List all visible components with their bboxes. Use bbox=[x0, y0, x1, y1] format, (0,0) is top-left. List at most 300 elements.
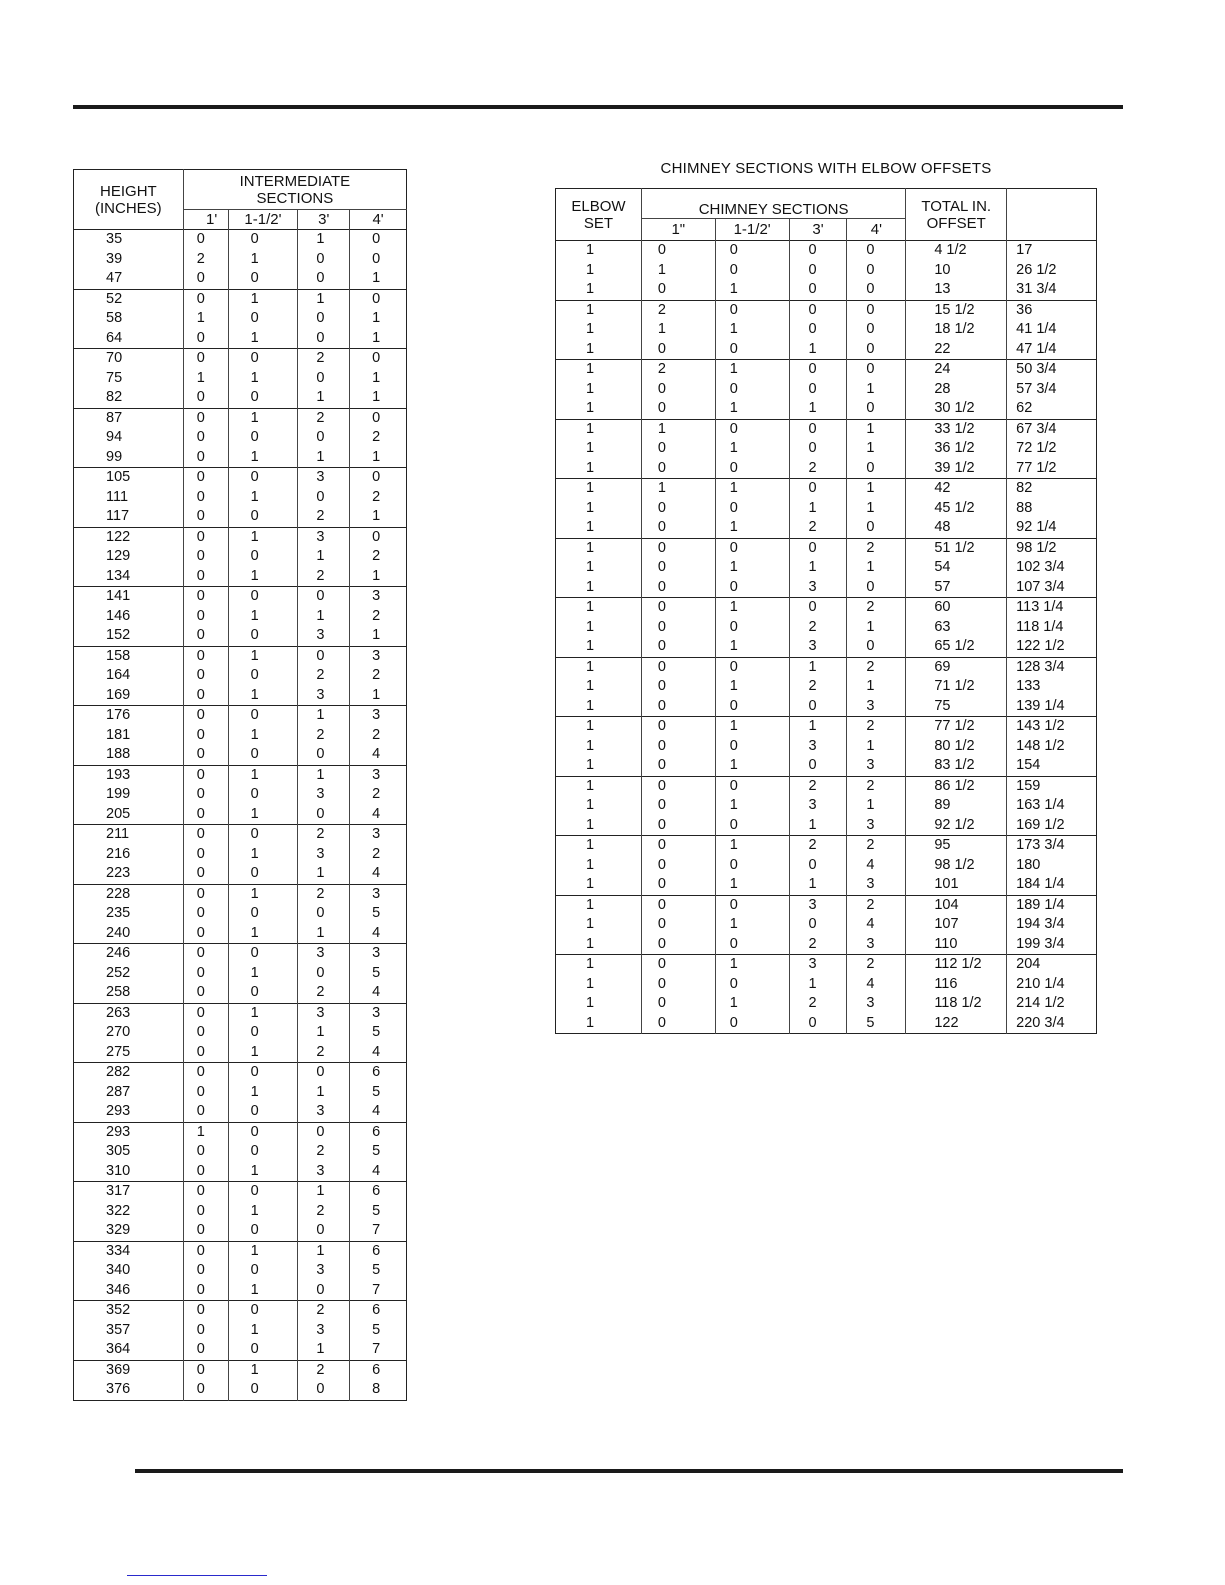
height-4ft-value: 6 bbox=[372, 1302, 381, 1318]
height-4ft-value: 4 bbox=[372, 805, 381, 822]
height-height-value: 199 bbox=[106, 786, 131, 802]
offset-elbow-set-value: 1 bbox=[586, 975, 595, 992]
offset-1-5ft-value: 0 bbox=[729, 420, 738, 437]
offset-total-offset-cell bbox=[906, 776, 1007, 836]
height-1-5ft-value: 0 bbox=[250, 270, 259, 286]
height-4ft-value: 7 bbox=[372, 1222, 381, 1238]
offset-total-offset-value: 36 1/2 bbox=[934, 440, 975, 456]
offset-total-offset-value: 122 bbox=[934, 1014, 959, 1031]
height-height-value: 340 bbox=[106, 1262, 131, 1278]
offset-total-offset-value: 77 1/2 bbox=[934, 718, 975, 734]
offset-elbow-set-value: 1 bbox=[586, 837, 595, 853]
height-1ft-value: 0 bbox=[196, 1004, 205, 1021]
height-1-5ft-value: 0 bbox=[250, 588, 259, 604]
height-1-5ft-cell bbox=[228, 1182, 298, 1242]
offset-1in-value: 0 bbox=[657, 340, 666, 357]
height-4ft-value: 8 bbox=[372, 1381, 381, 1397]
offset-extra-value: 173 3/4 bbox=[1016, 837, 1065, 853]
offset-elbow-set-value: 1 bbox=[586, 1014, 595, 1031]
offset-extra-cell bbox=[1007, 717, 1097, 777]
height-4ft-value: 1 bbox=[372, 448, 381, 465]
offset-1-5ft-cell bbox=[715, 598, 789, 658]
height-height-cell bbox=[74, 1241, 184, 1301]
height-1-5ft-value: 1 bbox=[250, 1361, 259, 1378]
offset-1-5ft-value: 0 bbox=[729, 737, 738, 754]
height-1-5ft-cell bbox=[228, 944, 298, 1004]
height-1ft-value: 0 bbox=[196, 924, 205, 941]
height-4ft-cell bbox=[350, 349, 407, 409]
offset-elbow-set-cell bbox=[556, 538, 642, 598]
height-height-value: 205 bbox=[106, 805, 131, 822]
height-row-group bbox=[74, 1003, 407, 1063]
height-1ft-value: 0 bbox=[196, 1064, 205, 1080]
offset-3ft-value: 0 bbox=[808, 916, 817, 932]
height-1-5ft-cell bbox=[228, 1301, 298, 1361]
height-1ft-value: 0 bbox=[196, 448, 205, 465]
offset-3ft-value: 0 bbox=[808, 440, 817, 456]
offset-1-5ft-value: 1 bbox=[729, 440, 738, 456]
offset-total-offset-value: 63 bbox=[934, 618, 951, 635]
height-4ft-value: 3 bbox=[372, 647, 381, 664]
offset-3ft-cell bbox=[789, 241, 847, 301]
height-1-5ft-value: 0 bbox=[250, 389, 259, 405]
height-3ft-cell bbox=[298, 765, 350, 825]
height-height-cell bbox=[74, 289, 184, 349]
height-4ft-value: 0 bbox=[372, 409, 381, 426]
offset-elbow-set-cell bbox=[556, 419, 642, 479]
height-4ft-value: 1 bbox=[372, 270, 381, 286]
height-3ft-value: 0 bbox=[316, 905, 325, 921]
height-4ft-value: 6 bbox=[372, 1361, 381, 1378]
height-1-5ft-cell bbox=[228, 1122, 298, 1182]
offset-4ft-value: 1 bbox=[866, 499, 875, 516]
height-1ft-value: 0 bbox=[196, 647, 205, 664]
height-height-value: 75 bbox=[106, 369, 123, 386]
offset-total-offset-value: 51 1/2 bbox=[934, 539, 975, 556]
height-3ft-value: 2 bbox=[316, 409, 325, 426]
height-4ft-value: 0 bbox=[372, 290, 381, 307]
offset-row-group bbox=[556, 360, 1097, 420]
offset-extra-value: 154 bbox=[1016, 757, 1041, 773]
height-3ft-cell bbox=[298, 349, 350, 409]
height-3ft-value: 2 bbox=[316, 984, 325, 1000]
offset-4ft-cell bbox=[847, 300, 906, 360]
offset-3ft-value: 1 bbox=[808, 876, 817, 892]
height-1-5ft-value: 0 bbox=[250, 548, 259, 564]
height-4ft-value: 6 bbox=[372, 1242, 381, 1259]
offset-extra-cell bbox=[1007, 419, 1097, 479]
offset-3ft-value: 0 bbox=[808, 856, 817, 873]
height-1ft-value: 1 bbox=[196, 310, 205, 326]
offset-4ft-value: 1 bbox=[866, 420, 875, 437]
height-3ft-cell bbox=[298, 527, 350, 587]
height-3ft-value: 3 bbox=[316, 469, 325, 485]
height-3ft-value: 3 bbox=[316, 1103, 325, 1119]
offset-elbow-set-value: 1 bbox=[586, 995, 595, 1011]
height-1-5ft-value: 0 bbox=[250, 350, 259, 366]
height-3ft-value: 0 bbox=[316, 964, 325, 981]
height-height-value: 111 bbox=[106, 488, 129, 505]
offset-total-offset-value: 71 1/2 bbox=[934, 678, 975, 694]
offset-1in-value: 1 bbox=[657, 261, 666, 278]
height-1ft-cell bbox=[183, 527, 228, 587]
height-4ft-value: 0 bbox=[372, 528, 381, 545]
height-3ft-cell bbox=[298, 1003, 350, 1063]
offset-elbow-set-cell bbox=[556, 776, 642, 836]
height-4ft-cell bbox=[350, 1063, 407, 1123]
offset-1in-value: 0 bbox=[657, 816, 666, 833]
height-height-value: 94 bbox=[106, 429, 123, 445]
height-1-5ft-value: 0 bbox=[250, 1183, 259, 1199]
height-4ft-value: 1 bbox=[372, 329, 381, 346]
offset-extra-cell bbox=[1007, 300, 1097, 360]
height-1ft-cell bbox=[183, 349, 228, 409]
height-row-group bbox=[74, 408, 407, 468]
height-1-5ft-value: 1 bbox=[250, 409, 259, 426]
offset-elbow-set-value: 1 bbox=[586, 400, 595, 416]
height-1ft-value: 0 bbox=[196, 270, 205, 286]
offset-elbow-set-value: 1 bbox=[586, 420, 595, 437]
height-1-5ft-value: 0 bbox=[250, 945, 259, 961]
offset-1in-value: 0 bbox=[657, 678, 666, 694]
offset-1-5ft-value: 0 bbox=[729, 539, 738, 556]
height-3ft-value: 3 bbox=[316, 627, 325, 643]
offset-4ft-value: 0 bbox=[866, 281, 875, 297]
offset-1-5ft-value: 0 bbox=[729, 618, 738, 635]
offset-1-5ft-cell bbox=[715, 895, 789, 955]
offset-total-offset-cell bbox=[906, 717, 1007, 777]
height-1ft-value: 0 bbox=[196, 1222, 205, 1238]
height-3ft-value: 1 bbox=[316, 1341, 325, 1357]
height-height-value: 322 bbox=[106, 1202, 131, 1219]
offset-1in-value: 0 bbox=[657, 400, 666, 416]
offset-row-group bbox=[556, 419, 1097, 479]
height-3ft-value: 1 bbox=[316, 231, 325, 247]
height-1-5ft-value: 0 bbox=[250, 1302, 259, 1318]
offset-1in-value: 0 bbox=[657, 599, 666, 615]
chimney-offsets-title: CHIMNEY SECTIONS WITH ELBOW OFFSETS bbox=[660, 160, 992, 177]
height-row-group bbox=[74, 884, 407, 944]
offset-4ft-value: 4 bbox=[866, 856, 875, 873]
offset-3ft-value: 0 bbox=[808, 539, 817, 556]
offset-3ft-cell bbox=[789, 538, 847, 598]
height-row-group bbox=[74, 587, 407, 647]
offset-4ft-value: 0 bbox=[866, 340, 875, 357]
height-3ft-value: 2 bbox=[316, 350, 325, 366]
height-3ft-cell bbox=[298, 1301, 350, 1361]
offset-total-offset-cell bbox=[906, 360, 1007, 420]
height-height-value: 176 bbox=[106, 707, 131, 723]
offset-elbow-set-value: 1 bbox=[586, 321, 595, 337]
height-height-value: 293 bbox=[106, 1123, 131, 1140]
blank-header bbox=[1007, 189, 1097, 241]
offset-1-5ft-value: 1 bbox=[729, 916, 738, 932]
height-1ft-value: 0 bbox=[196, 1103, 205, 1119]
height-1-5ft-value: 1 bbox=[250, 329, 259, 346]
offset-1-5ft-value: 0 bbox=[729, 380, 738, 397]
height-1-5ft-value: 1 bbox=[250, 567, 259, 584]
height-1-5ft-value: 1 bbox=[250, 964, 259, 981]
height-4ft-value: 7 bbox=[372, 1281, 381, 1298]
height-4ft-value: 5 bbox=[372, 1202, 381, 1219]
height-3ft-cell bbox=[298, 884, 350, 944]
offset-total-offset-value: 101 bbox=[934, 876, 959, 892]
height-4ft-value: 5 bbox=[372, 964, 381, 981]
offset-total-offset-value: 48 bbox=[934, 519, 951, 535]
height-1-5ft-value: 1 bbox=[250, 1004, 259, 1021]
offset-3ft-value: 2 bbox=[808, 618, 817, 635]
height-1ft-value: 0 bbox=[196, 826, 205, 842]
height-1ft-cell bbox=[183, 1063, 228, 1123]
height-4ft-value: 4 bbox=[372, 984, 381, 1000]
offset-4ft-value: 0 bbox=[866, 638, 875, 654]
offset-extra-cell bbox=[1007, 955, 1097, 1034]
offset-4ft-value: 1 bbox=[866, 618, 875, 635]
height-4ft-cell bbox=[350, 587, 407, 647]
offset-total-offset-value: 57 bbox=[934, 578, 951, 595]
height-1ft-value: 0 bbox=[196, 607, 205, 624]
offset-4ft-cell bbox=[847, 538, 906, 598]
offset-1in-value: 0 bbox=[657, 559, 666, 575]
offset-1in-value: 0 bbox=[657, 242, 666, 258]
offset-extra-value: 118 1/4 bbox=[1016, 618, 1064, 635]
offset-1in-value: 0 bbox=[657, 916, 666, 932]
height-1ft-value: 0 bbox=[196, 488, 205, 505]
offset-row-group bbox=[556, 776, 1097, 836]
offset-elbow-set-value: 1 bbox=[586, 876, 595, 892]
offset-1in-value: 0 bbox=[657, 837, 666, 853]
height-3ft-value: 3 bbox=[316, 1162, 325, 1179]
offset-4ft-value: 0 bbox=[866, 321, 875, 337]
height-height-value: 376 bbox=[106, 1381, 131, 1397]
offset-3ft-value: 2 bbox=[808, 678, 817, 694]
offset-row-group bbox=[556, 538, 1097, 598]
height-1ft-cell bbox=[183, 646, 228, 706]
height-4ft-value: 6 bbox=[372, 1123, 381, 1140]
offset-3ft-value: 1 bbox=[808, 400, 817, 416]
offset-extra-value: 148 1/2 bbox=[1016, 737, 1065, 754]
height-4ft-cell bbox=[350, 1182, 407, 1242]
height-1-5ft-cell bbox=[228, 527, 298, 587]
offset-1in-value: 0 bbox=[657, 896, 666, 913]
offset-1-5ft-value: 1 bbox=[729, 995, 738, 1011]
offset-extra-value: 199 3/4 bbox=[1016, 935, 1065, 952]
height-height-value: 275 bbox=[106, 1043, 131, 1060]
height-1-5ft-value: 0 bbox=[250, 1024, 259, 1040]
height-4ft-value: 2 bbox=[372, 607, 381, 624]
offset-1in-cell bbox=[641, 598, 715, 658]
offset-total-offset-value: 18 1/2 bbox=[934, 321, 975, 337]
height-row-group bbox=[74, 289, 407, 349]
height-height-value: 352 bbox=[106, 1302, 131, 1318]
offset-3ft-cell bbox=[789, 776, 847, 836]
height-4ft-cell bbox=[350, 1360, 407, 1400]
offset-3ft-value: 0 bbox=[808, 1014, 817, 1031]
offset-elbow-set-cell bbox=[556, 717, 642, 777]
height-row-group bbox=[74, 527, 407, 587]
height-4ft-value: 1 bbox=[372, 310, 381, 326]
offset-3ft-value: 3 bbox=[808, 797, 817, 813]
height-3ft-value: 0 bbox=[316, 310, 325, 326]
height-height-value: 52 bbox=[106, 290, 123, 307]
offset-total-offset-cell bbox=[906, 419, 1007, 479]
offset-extra-value: 139 1/4 bbox=[1016, 697, 1065, 714]
height-3ft-cell bbox=[298, 646, 350, 706]
height-1ft-value: 0 bbox=[196, 885, 205, 902]
offset-1in-value: 0 bbox=[657, 519, 666, 535]
height-height-value: 122 bbox=[106, 528, 131, 545]
offset-extra-value: 72 1/2 bbox=[1016, 440, 1057, 456]
offset-1-5ft-value: 1 bbox=[729, 956, 738, 972]
offset-elbow-set-value: 1 bbox=[586, 261, 595, 278]
height-height-value: 193 bbox=[106, 766, 131, 783]
offset-elbow-set-value: 1 bbox=[586, 459, 595, 476]
offset-1in-value: 0 bbox=[657, 995, 666, 1011]
offset-elbow-set-cell bbox=[556, 955, 642, 1034]
height-height-cell bbox=[74, 1301, 184, 1361]
offset-1in-cell bbox=[641, 776, 715, 836]
height-1-5ft-value: 0 bbox=[250, 786, 259, 802]
height-height-cell bbox=[74, 1360, 184, 1400]
height-1ft-value: 0 bbox=[196, 290, 205, 307]
offset-1in-value: 0 bbox=[657, 459, 666, 476]
height-1-5ft-cell bbox=[228, 468, 298, 528]
offset-elbow-set-value: 1 bbox=[586, 678, 595, 694]
height-3ft-value: 0 bbox=[316, 588, 325, 604]
height-1-5ft-value: 1 bbox=[250, 290, 259, 307]
height-height-value: 70 bbox=[106, 350, 123, 366]
height-height-value: 141 bbox=[106, 588, 131, 604]
offset-3ft-value: 0 bbox=[808, 697, 817, 714]
offset-1in-value: 0 bbox=[657, 499, 666, 516]
offset-1-5ft-value: 1 bbox=[729, 519, 738, 535]
height-3ft-value: 1 bbox=[316, 1024, 325, 1040]
offset-extra-value: 57 3/4 bbox=[1016, 380, 1057, 397]
height-1-5ft-value: 0 bbox=[250, 1064, 259, 1080]
offset-3ft-value: 0 bbox=[808, 281, 817, 297]
height-height-value: 117 bbox=[106, 508, 130, 524]
col-4ft-header: 4' bbox=[847, 219, 906, 241]
height-4ft-value: 1 bbox=[372, 508, 381, 524]
offset-3ft-value: 2 bbox=[808, 837, 817, 853]
offset-1-5ft-value: 1 bbox=[729, 400, 738, 416]
height-row-group bbox=[74, 1301, 407, 1361]
height-4ft-value: 5 bbox=[372, 1143, 381, 1159]
height-height-value: 105 bbox=[106, 469, 131, 485]
offset-extra-cell bbox=[1007, 241, 1097, 301]
offset-3ft-value: 3 bbox=[808, 737, 817, 754]
offset-1in-value: 1 bbox=[657, 480, 666, 496]
offset-extra-value: 36 bbox=[1016, 301, 1033, 318]
chimney-sections-header: CHIMNEY SECTIONS bbox=[641, 189, 905, 219]
offset-1in-value: 0 bbox=[657, 697, 666, 714]
col-4ft-header: 4' bbox=[350, 210, 407, 230]
height-1ft-value: 0 bbox=[196, 1341, 205, 1357]
height-1ft-value: 0 bbox=[196, 984, 205, 1000]
height-4ft-value: 2 bbox=[372, 845, 381, 862]
offset-elbow-set-value: 1 bbox=[586, 440, 595, 456]
height-1ft-value: 0 bbox=[196, 409, 205, 426]
height-1-5ft-value: 0 bbox=[250, 231, 259, 247]
height-height-value: 129 bbox=[106, 548, 131, 564]
height-height-cell bbox=[74, 1122, 184, 1182]
offset-total-offset-value: 75 bbox=[934, 697, 951, 714]
offset-1-5ft-value: 1 bbox=[729, 638, 738, 654]
height-1-5ft-value: 0 bbox=[250, 984, 259, 1000]
height-4ft-value: 0 bbox=[372, 231, 381, 247]
height-1ft-value: 0 bbox=[196, 1183, 205, 1199]
offset-1in-cell bbox=[641, 479, 715, 539]
offset-row-group bbox=[556, 836, 1097, 896]
height-4ft-cell bbox=[350, 1003, 407, 1063]
offset-4ft-cell bbox=[847, 419, 906, 479]
offset-total-offset-cell bbox=[906, 300, 1007, 360]
offset-4ft-value: 0 bbox=[866, 519, 875, 535]
offset-total-offset-value: 83 1/2 bbox=[934, 757, 975, 773]
height-height-value: 216 bbox=[106, 845, 131, 862]
offset-extra-value: 26 1/2 bbox=[1016, 261, 1057, 278]
offset-total-offset-value: 107 bbox=[934, 916, 959, 932]
height-1-5ft-value: 0 bbox=[250, 508, 259, 524]
height-4ft-cell bbox=[350, 408, 407, 468]
offset-4ft-cell bbox=[847, 776, 906, 836]
offset-total-offset-cell bbox=[906, 479, 1007, 539]
height-3ft-cell bbox=[298, 944, 350, 1004]
offset-1-5ft-value: 1 bbox=[729, 678, 738, 694]
height-4ft-value: 2 bbox=[372, 488, 381, 505]
height-1-5ft-value: 0 bbox=[250, 667, 259, 683]
height-4ft-value: 4 bbox=[372, 1043, 381, 1060]
height-height-value: 47 bbox=[106, 270, 123, 286]
offset-1-5ft-cell bbox=[715, 479, 789, 539]
height-4ft-value: 6 bbox=[372, 1183, 381, 1199]
height-3ft-value: 0 bbox=[316, 429, 325, 445]
height-height-value: 223 bbox=[106, 865, 131, 881]
offset-4ft-value: 1 bbox=[866, 380, 875, 397]
offset-total-offset-cell bbox=[906, 657, 1007, 717]
height-1-5ft-value: 0 bbox=[250, 1143, 259, 1159]
offset-1-5ft-value: 1 bbox=[729, 599, 738, 615]
offset-4ft-cell bbox=[847, 955, 906, 1034]
height-1-5ft-cell bbox=[228, 646, 298, 706]
height-height-cell bbox=[74, 349, 184, 409]
offset-extra-value: 82 bbox=[1016, 480, 1033, 496]
height-4ft-value: 2 bbox=[372, 667, 381, 683]
offset-total-offset-value: 30 1/2 bbox=[934, 400, 975, 416]
offset-4ft-cell bbox=[847, 598, 906, 658]
offset-elbow-set-value: 1 bbox=[586, 281, 595, 297]
height-3ft-value: 0 bbox=[316, 1381, 325, 1397]
height-3ft-value: 1 bbox=[316, 389, 325, 405]
height-1ft-cell bbox=[183, 884, 228, 944]
offset-extra-value: 143 1/2 bbox=[1016, 718, 1065, 734]
height-4ft-value: 2 bbox=[372, 786, 381, 802]
offset-total-offset-value: 118 1/2 bbox=[934, 995, 982, 1011]
height-3ft-value: 3 bbox=[316, 1004, 325, 1021]
offset-1-5ft-cell bbox=[715, 955, 789, 1034]
height-4ft-value: 5 bbox=[372, 1321, 381, 1338]
offset-1in-cell bbox=[641, 538, 715, 598]
offset-1in-value: 0 bbox=[657, 757, 666, 773]
height-1-5ft-value: 1 bbox=[250, 805, 259, 822]
offset-total-offset-cell bbox=[906, 538, 1007, 598]
offset-elbow-set-value: 1 bbox=[586, 697, 595, 714]
offset-elbow-set-value: 1 bbox=[586, 618, 595, 635]
offset-3ft-cell bbox=[789, 717, 847, 777]
offset-extra-value: 41 1/4 bbox=[1016, 321, 1057, 337]
offset-3ft-value: 0 bbox=[808, 301, 817, 318]
offset-total-offset-cell bbox=[906, 836, 1007, 896]
